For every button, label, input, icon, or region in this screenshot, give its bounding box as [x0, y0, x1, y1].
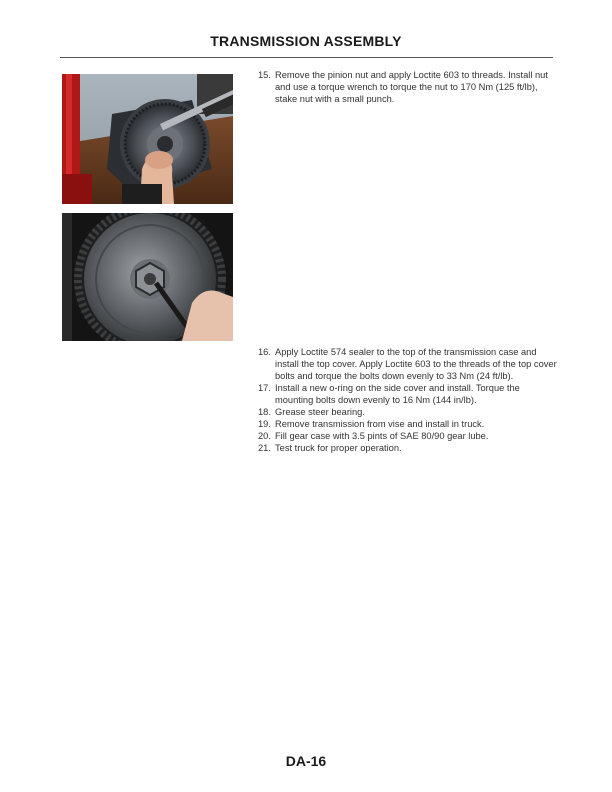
list-item	[258, 406, 558, 418]
step-number: 20.	[258, 431, 271, 441]
list-item	[258, 346, 558, 382]
step-text: Apply Loctite 574 sealer to the top of the transmission case and install the top cover. Apply Loctite 603 to the threads of the top cover bolts and torque the bolts down evenly to 33 Nm (24 ft/lb).	[275, 347, 557, 381]
step-number: 17.	[258, 383, 271, 393]
step-text: Remove the pinion nut and apply Loctite 603 to threads. Install nut and use a torque wrench to torque the nut to 170 Nm (125 ft/lb), stake nut with a small punch.	[275, 70, 548, 104]
list-item	[258, 418, 558, 430]
assembly-steps-top	[258, 69, 558, 105]
step-number: 18.	[258, 407, 271, 417]
ring-gear-stake-nut-photo	[62, 213, 233, 341]
step-number: 16.	[258, 347, 271, 357]
step-number: 19.	[258, 419, 271, 429]
step-number: 15.	[258, 70, 271, 80]
step-text: Install a new o-ring on the side cover and install. Torque the mounting bolts down evenly to 16 Nm (144 in/lb).	[275, 383, 520, 405]
list-item	[258, 382, 558, 406]
page-number: DA-16	[285, 753, 327, 769]
list-item	[258, 430, 558, 442]
step-text: Test truck for proper operation.	[275, 443, 402, 453]
list-item	[258, 442, 558, 454]
header-rule	[60, 57, 553, 58]
assembly-steps-bottom	[258, 346, 558, 454]
page-title: TRANSMISSION ASSEMBLY	[210, 33, 402, 49]
step-text: Remove transmission from vise and install in truck.	[275, 419, 485, 429]
step-text: Grease steer bearing.	[275, 407, 365, 417]
list-item	[258, 69, 558, 105]
step-number: 21.	[258, 443, 271, 453]
step-text: Fill gear case with 3.5 pints of SAE 80/90 gear lube.	[275, 431, 489, 441]
transmission-pinion-nut-torque-photo	[62, 74, 233, 204]
